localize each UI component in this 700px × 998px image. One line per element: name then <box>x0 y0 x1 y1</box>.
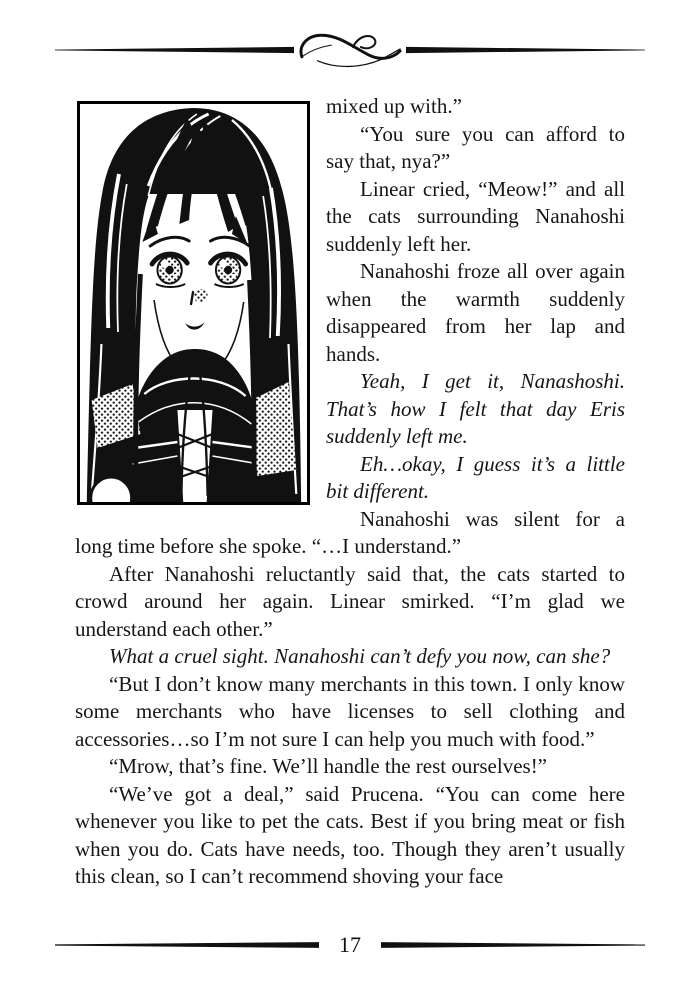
paragraph: “We’ve got a deal,” said Prucena. “You can come here whenever you like to pet the cats. Best if you bring meat or fish when you do. Cats have needs, too. Though they aren’t usually this clean, so I can’t recommend shoving your face <box>75 781 625 888</box>
paragraph: Linear cried, “Meow!” and all the cats surrounding Nanahoshi suddenly left her. <box>326 176 625 256</box>
paragraph: Nanahoshi froze all over again when the warmth suddenly disappeared from her lap and hands. <box>326 259 625 366</box>
paragraph: Yeah, I get it, Nanashoshi. That’s how I felt that day Eris suddenly left me. <box>326 369 625 448</box>
paragraph: “Mrow, that’s fine. We’ll handle the rest ourselves!” <box>109 754 548 778</box>
paragraph: Eh…okay, I guess it’s a little bit different. <box>326 451 625 503</box>
page-body <box>75 93 625 891</box>
footer-rule-right-icon <box>381 941 645 949</box>
paragraph: “But I don’t know many merchants in this town. I only know some merchants who have licenses to sell clothing and accessories…so I’m not sure I can help you much with food.” <box>75 671 625 751</box>
calligraphic-flourish-icon <box>296 27 404 73</box>
header-rule-left-icon <box>55 46 294 54</box>
page-number: 17 <box>339 932 361 957</box>
portrait-illustration-svg <box>80 104 307 502</box>
paragraph: Nanahoshi was silent for a long time before she spoke. “…I understand.” <box>75 506 625 558</box>
header-rule-right-icon <box>406 46 645 54</box>
footer-rule-left-icon <box>55 941 319 949</box>
paragraph: What a cruel sight. Nanahoshi can’t defy you now, can she? <box>109 644 611 668</box>
header-ornament <box>55 27 645 73</box>
paragraph: After Nanahoshi reluctantly said that, the cats started to crowd around her again. Linear smirked. “I’m glad we understand each other.” <box>75 561 625 641</box>
page-footer <box>55 931 645 959</box>
paragraph: mixed up with.” <box>326 94 462 118</box>
paragraph: “You sure you can afford to say that, nya?” <box>326 121 625 173</box>
manga-illustration <box>77 101 310 505</box>
